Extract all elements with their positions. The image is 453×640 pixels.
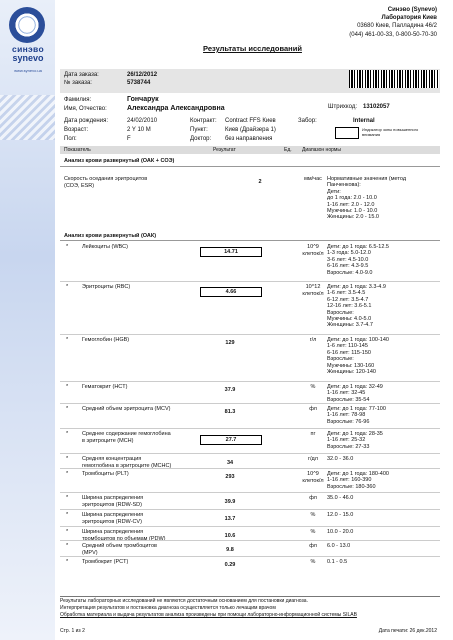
- result-row-name: [82, 543, 212, 557]
- row-marker: *: [66, 284, 69, 290]
- norm-line: Дети: до 1 года: 180-400: [327, 471, 389, 477]
- norm-line: 6.0 - 13.0: [327, 543, 351, 549]
- order-date-value: 26/12/2012: [127, 72, 158, 78]
- result-norm: [327, 543, 447, 549]
- section-divider: [60, 166, 440, 167]
- order-num-label: № заказа:: [64, 80, 92, 86]
- row-divider: [60, 468, 440, 469]
- result-value: 13.7: [224, 516, 236, 522]
- attention-indicator-box: [335, 127, 359, 139]
- surname-value: Гончарук: [127, 96, 159, 103]
- logo-name-en: synevo: [12, 53, 44, 63]
- esr-name-line2: (СОЭ, ESR): [64, 183, 95, 189]
- result-row-name: [82, 284, 212, 291]
- row-name-line2: тромбоцитов по объемам (PDW): [82, 536, 166, 542]
- name-label: Имя, Отчество:: [64, 106, 107, 112]
- norm-line: Женщины: 3.7-4.7: [327, 322, 373, 329]
- norm-line: 12.0 - 15.0: [327, 512, 354, 518]
- norm-line: Дети: до 1 года: 100-140: [327, 337, 389, 343]
- sidebar-decoration: [0, 95, 55, 140]
- result-row-name: [82, 495, 212, 509]
- norm-line: 1-16 лет: 2.0 - 12.0: [327, 201, 375, 208]
- norm-line: Дети:: [327, 188, 341, 195]
- norm-line: Взрослые: 76-96: [327, 418, 370, 425]
- barcode-value: 13102057: [363, 104, 390, 110]
- result-value: 27.7: [200, 435, 262, 445]
- page-title: Результаты исследований: [203, 44, 302, 53]
- col-unit-header: Ед.: [284, 147, 292, 153]
- sidebar-band: [0, 0, 55, 640]
- sex-value: F: [127, 136, 131, 142]
- contract-value: Contract FFS Киев: [225, 118, 276, 124]
- row-name-line1: Среднее содержание гемоглобина: [82, 431, 171, 437]
- row-divider: [60, 381, 440, 382]
- result-row-name: [82, 337, 212, 344]
- result-row-name: [82, 406, 212, 413]
- order-date-label: Дата заказа:: [64, 72, 99, 78]
- row-marker: *: [66, 456, 69, 462]
- result-value: 81.3: [224, 409, 236, 415]
- row-marker: *: [66, 543, 69, 549]
- row-marker: *: [66, 529, 69, 535]
- unit-line1: 10^9: [307, 471, 319, 477]
- norm-line: 0.1 - 0.5: [327, 559, 348, 565]
- row-name-line2: эритроцитов (RDW-SD): [82, 502, 142, 508]
- result-value: 39.9: [224, 499, 236, 505]
- norm-line: Мужчины: 130-160: [327, 362, 375, 369]
- norm-line: 32.0 - 36.0: [327, 456, 354, 462]
- row-marker: *: [66, 406, 69, 412]
- unit-line1: пг: [310, 431, 316, 437]
- attention-indicator-note: Индикатор зоны повышенного внимания: [362, 127, 419, 137]
- row-name-line2: (MPV): [82, 550, 98, 556]
- table-header: [60, 146, 440, 154]
- norm-line: 1-3 года: 5.0-12.0: [327, 250, 371, 257]
- lab-phone: (044) 461-00-33, 0-800-50-70-30: [349, 31, 437, 38]
- norm-line: 1-16 лет: 160-390: [327, 477, 372, 484]
- norm-line: 1-6 лет: 110-145: [327, 343, 368, 350]
- norm-line: Нормативные значения (метод: [327, 176, 407, 182]
- row-divider: [60, 509, 440, 510]
- barcode-image: [349, 70, 439, 88]
- esr-result: 2: [258, 179, 262, 185]
- doctor-value: без направления: [225, 136, 273, 142]
- result-norm: [327, 559, 447, 565]
- norm-line: 1-16 лет: 25-32: [327, 437, 366, 444]
- result-value: 34: [226, 460, 234, 466]
- surname-label: Фамилия:: [64, 97, 92, 103]
- unit-line1: 10^9: [307, 244, 319, 250]
- result-norm: [327, 529, 447, 535]
- lab-name: Синэво (Synevo): [387, 7, 437, 13]
- sample-label: Забор:: [298, 118, 317, 124]
- footer-lis-note: Обработка материала и выдача результатов анализа произведены при помощи лабораторно-информационной системы SILAB: [60, 612, 357, 618]
- row-name-line2: эритроцитов (RDW-CV): [82, 519, 142, 525]
- synevo-logo-icon: [9, 7, 45, 43]
- row-marker: *: [66, 337, 69, 343]
- unit-line1: %: [310, 384, 316, 390]
- row-name-line1: Ширина распределения: [82, 529, 144, 535]
- result-norm: [327, 471, 447, 490]
- result-norm: [327, 284, 447, 329]
- unit-line1: фл: [309, 406, 317, 412]
- row-divider: [60, 334, 440, 335]
- print-date: Дата печати: 26 дек.2012: [378, 628, 437, 634]
- logo-name-ru: синэво: [12, 44, 44, 54]
- col-result-header: Результат: [213, 147, 236, 153]
- norm-line: Взрослые:: [327, 356, 354, 363]
- row-name-line1: Средний объем тромбоцитов: [82, 543, 157, 549]
- result-norm: [327, 512, 447, 518]
- norm-line: Дети: до 1 года: 77-100: [327, 406, 386, 412]
- dob-value: 24/02/2010: [127, 118, 158, 124]
- norm-line: Женщины: 2.0 - 15.0: [327, 214, 379, 221]
- result-value: 9.8: [226, 547, 234, 553]
- result-row-name: [82, 559, 212, 566]
- dob-label: Дата рождения:: [64, 118, 108, 124]
- row-name-line2: гемоглобина в эритроците (MCHC): [82, 463, 172, 469]
- norm-line: Дети: до 1 года: 28-35: [327, 431, 383, 437]
- esr-norm: [327, 176, 447, 221]
- page-number: Стр. 1 из 2: [60, 628, 85, 634]
- unit-line1: фл: [309, 495, 317, 501]
- result-row-name: [82, 431, 212, 445]
- norm-line: Дети: до 1 года: 32-49: [327, 384, 383, 390]
- age-label: Возраст:: [64, 127, 89, 133]
- sample-value: Internal: [353, 118, 375, 124]
- row-divider: [60, 526, 440, 527]
- norm-line: Женщины: 120-140: [327, 369, 376, 376]
- row-name-line1: Эритроциты (RBC): [82, 284, 131, 290]
- contract-label: Контракт:: [190, 118, 217, 124]
- lab-info: [349, 6, 437, 39]
- result-row-name: [82, 471, 212, 478]
- unit-line1: г/л: [309, 337, 317, 343]
- norm-line: 6-16 лет: 4.3-9.5: [327, 263, 369, 270]
- row-divider: [60, 403, 440, 404]
- section-title-oak-soe: Анализ крови развернутый (ОАК + СОЭ): [64, 158, 175, 164]
- norm-line: Взрослые: 35-54: [327, 396, 370, 403]
- unit-line1: %: [310, 512, 316, 518]
- row-name-line1: Гематокрит (HCT): [82, 384, 128, 390]
- norm-line: 35.0 - 46.0: [327, 495, 354, 501]
- row-name-line1: Гемоглобин (HGB): [82, 337, 130, 343]
- norm-line: 12-16 лет: 3.6-5.1: [327, 303, 372, 310]
- lab-address: 03680 Киев, Палладина 46/2: [357, 23, 437, 30]
- col-norm-header: Диапазон нормы: [302, 147, 341, 153]
- norm-line: Дети: до 1 года: 3.3-4.9: [327, 284, 386, 290]
- barcode-label: Штрихкод:: [328, 104, 358, 110]
- row-divider: [60, 453, 440, 454]
- norm-line: 1-16 лет: 78-98: [327, 412, 366, 419]
- result-norm: [327, 456, 447, 462]
- unit-line1: %: [310, 529, 316, 535]
- result-value: 0.29: [224, 562, 236, 568]
- result-norm: [327, 244, 447, 276]
- col-name-header: Показатель: [64, 147, 91, 153]
- name-value: Александра Александровна: [127, 105, 225, 112]
- unit-line1: г/дл: [308, 456, 318, 462]
- norm-line: 1-16 лет: 32-45: [327, 390, 366, 397]
- result-row-name: [82, 384, 212, 391]
- row-marker: *: [66, 244, 69, 250]
- esr-unit: мм/час: [304, 176, 322, 182]
- unit-line1: %: [310, 559, 316, 565]
- norm-line: Взрослые: 4.0-9.0: [327, 269, 373, 276]
- result-row-name: [82, 512, 212, 526]
- row-divider: [60, 492, 440, 493]
- unit-line2: клеток/л: [302, 290, 324, 297]
- doctor-label: Доктор:: [190, 136, 212, 142]
- age-value: 2 Y 10 M: [127, 127, 151, 133]
- norm-line: Дети: до 1 года: 6.5-12.5: [327, 244, 389, 250]
- result-value: 14.71: [200, 247, 262, 257]
- row-name-line1: Ширина распределения: [82, 495, 144, 501]
- result-value: 10.6: [224, 533, 236, 539]
- point-label: Пункт:: [190, 127, 208, 133]
- row-marker: *: [66, 495, 69, 501]
- unit-line2: клеток/л: [302, 477, 324, 484]
- result-value: 129: [225, 340, 235, 346]
- row-divider: [60, 540, 440, 541]
- result-norm: [327, 431, 447, 450]
- unit-line1: 10^12: [305, 284, 321, 290]
- norm-line: Взрослые: 27-33: [327, 443, 370, 450]
- row-marker: *: [66, 384, 69, 390]
- norm-line: 10.0 - 20.0: [327, 529, 354, 535]
- row-name-line1: Тромбокрит (PCT): [82, 559, 129, 565]
- row-divider: [60, 556, 440, 557]
- row-name-line1: Лейкоциты (WBC): [82, 244, 128, 250]
- norm-line: Взрослые: 180-360: [327, 483, 376, 490]
- norm-line: Взрослые:: [327, 309, 354, 316]
- logo-website: www.synevo.ua: [14, 68, 42, 73]
- section-title-oak: Анализ крови развернутый (ОАК): [64, 233, 157, 239]
- row-marker: *: [66, 471, 69, 477]
- esr-name: [64, 176, 147, 190]
- norm-line: 3-6 лет: 4.5-10.0: [327, 256, 369, 263]
- order-num-value: 5738744: [127, 80, 151, 86]
- point-value: Киев (Драйзера 1): [225, 127, 276, 133]
- result-value: 4.66: [200, 287, 262, 297]
- row-marker: *: [66, 559, 69, 565]
- norm-line: Панченкова):: [327, 182, 361, 189]
- norm-line: 6-12 лет: 3.5-4.7: [327, 296, 369, 303]
- footer-interpretation: Интерпретация результатов и постановка диагноза осуществляется только лечащим врачом: [60, 605, 276, 611]
- row-marker: *: [66, 431, 69, 437]
- lab-city: Лаборатория Киев: [381, 15, 437, 22]
- row-name-line1: Средняя концентрация: [82, 456, 142, 462]
- unit-line1: фл: [309, 543, 317, 549]
- result-norm: [327, 495, 447, 501]
- row-name-line1: Средний объем эритроцита (MCV): [82, 406, 171, 412]
- row-divider: [60, 281, 440, 282]
- result-value: 37.9: [224, 387, 236, 393]
- norm-line: Мужчины: 1.0 - 10.0: [327, 208, 378, 215]
- result-norm: [327, 384, 447, 403]
- row-name-line2: в эритроците (MCH): [82, 438, 134, 444]
- footer-disclaimer: Результаты лабораторных исследований не являются достаточным основанием для постановки диагноза.: [60, 598, 308, 604]
- row-marker: *: [66, 512, 69, 518]
- result-value: 293: [225, 474, 235, 480]
- result-norm: [327, 406, 447, 425]
- norm-line: 1-6 лет: 3.5-4.5: [327, 290, 366, 297]
- esr-name-line1: Скорость оседания эритроцитов: [64, 176, 148, 182]
- norm-line: до 1 года: 2.0 - 10.0: [327, 195, 377, 202]
- sex-label: Пол:: [64, 136, 77, 142]
- row-divider: [60, 428, 440, 429]
- row-name-line1: Ширина распределения: [82, 512, 144, 518]
- result-row-name: [82, 244, 212, 251]
- unit-line2: клеток/л: [302, 250, 324, 257]
- row-name-line1: Тромбоциты (PLT): [82, 471, 129, 477]
- footer-divider: [60, 596, 440, 597]
- norm-line: Мужчины: 4.0-5.0: [327, 316, 372, 323]
- result-norm: [327, 337, 447, 375]
- norm-line: 6-16 лет: 115-150: [327, 349, 371, 356]
- section-divider-2: [60, 240, 440, 241]
